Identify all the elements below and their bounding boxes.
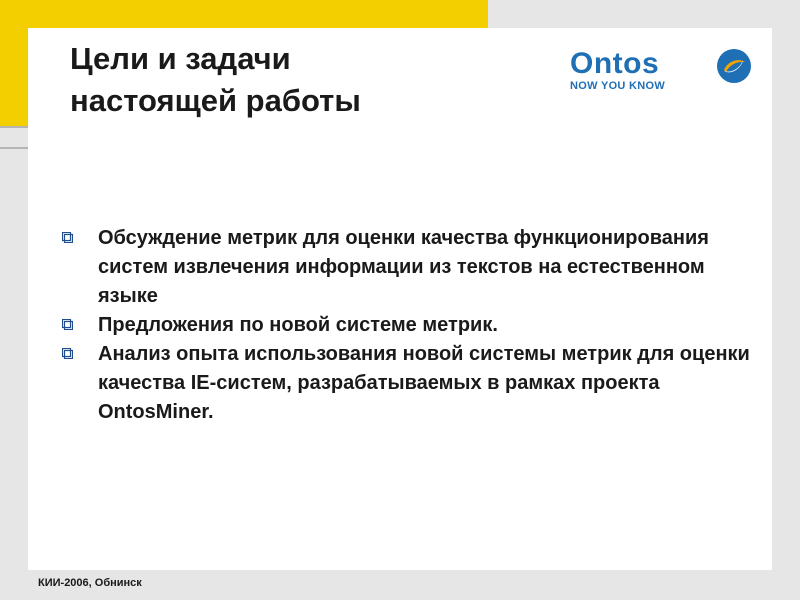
left-divider-line [0, 147, 28, 149]
bullet-text: Анализ опыта использования новой системы метрик для оценки качества IE-систем, разрабатываемых в рамках проекта OntosMiner. [98, 343, 750, 423]
slide-title-line: настоящей работы [70, 83, 361, 118]
slide-title-line: Цели и задачи [70, 41, 291, 76]
bullet-item [60, 340, 760, 427]
logo-wordmark: Ontos [570, 47, 660, 80]
ontos-logo [570, 46, 760, 98]
bullet-list [60, 224, 760, 427]
slide-footer: КИИ-2006, Обнинск [38, 577, 142, 589]
slide-title [70, 38, 361, 122]
left-divider-line [0, 126, 28, 128]
left-accent-strip [0, 36, 28, 126]
bullet-item [60, 224, 760, 311]
square-bullet-icon [62, 348, 73, 359]
square-bullet-icon [62, 232, 73, 243]
ontos-swirl-icon [716, 48, 752, 84]
square-bullet-icon [62, 319, 73, 330]
bullet-text: Обсуждение метрик для оценки качества функционирования систем извлечения информации из текстов на естественном языке [98, 227, 709, 307]
logo-tagline: NOW YOU KNOW [570, 80, 666, 92]
bullet-item [60, 311, 760, 340]
bullet-text: Предложения по новой системе метрик. [98, 314, 498, 336]
